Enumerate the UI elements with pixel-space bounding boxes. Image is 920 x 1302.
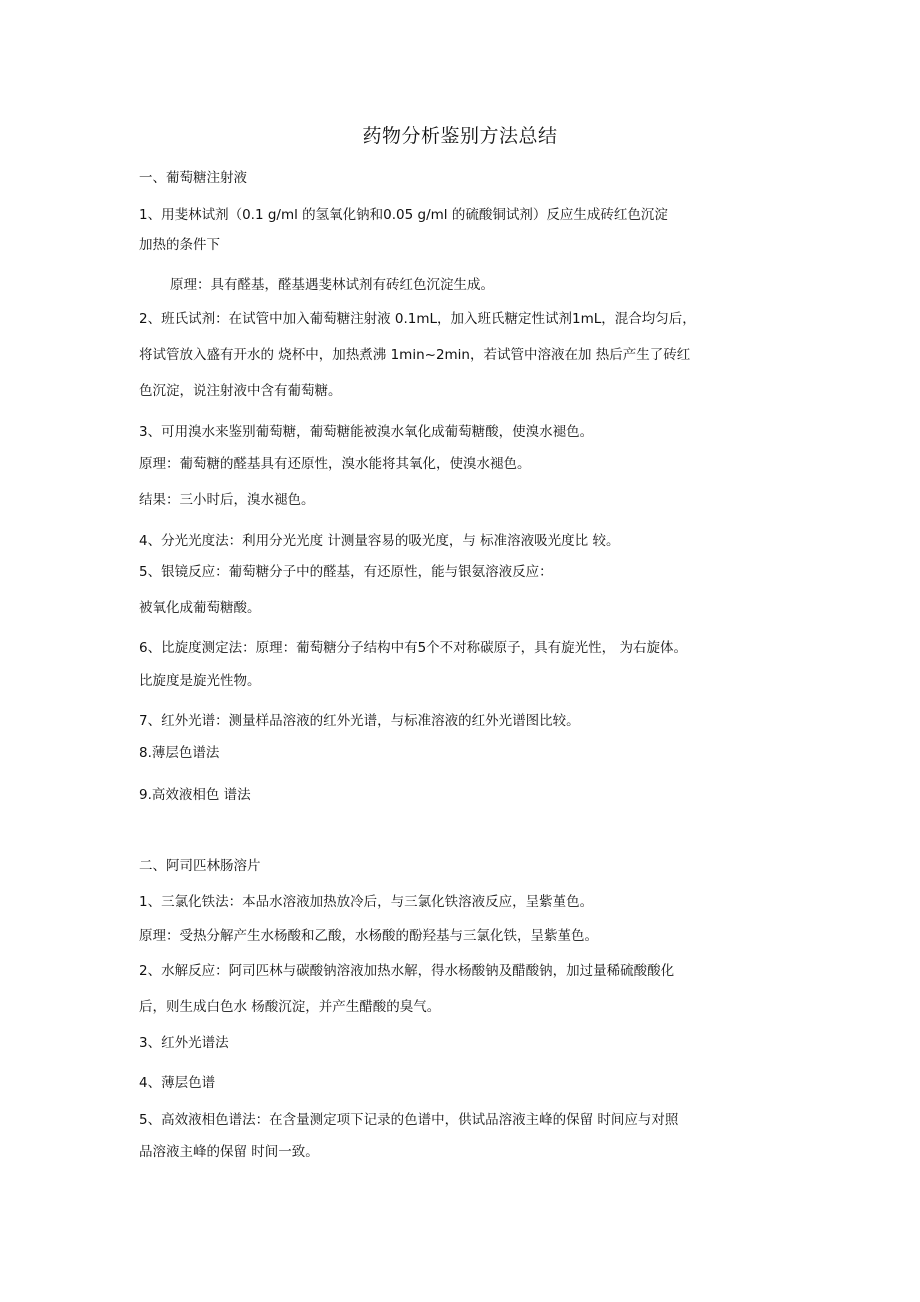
paragraph-line: 色沉淀，说注射液中含有葡萄糖。 <box>139 383 342 399</box>
paragraph-line: 加热的条件下 <box>139 237 220 253</box>
paragraph-line: 9.高效液相色 谱法 <box>139 787 251 803</box>
paragraph-line: 8.薄层色谱法 <box>139 745 220 761</box>
paragraph-line: 1、三氯化铁法：本品水溶液加热放冷后，与三氯化铁溶液反应，呈紫堇色。 <box>139 894 594 910</box>
paragraph-line: 6、比旋度测定法：原理：葡萄糖分子结构中有5个不对称碳原子，具有旋光性， 为右旋体。 <box>139 640 687 656</box>
paragraph-line: 3、可用溴水来鉴别葡萄糖，葡萄糖能被溴水氧化成葡萄糖酸，使溴水褪色。 <box>139 424 594 440</box>
paragraph-line: 品溶液主峰的保留 时间一致。 <box>139 1144 319 1160</box>
paragraph-line: 5、银镜反应：葡萄糖分子中的醛基，有还原性，能与银氨溶液反应： <box>139 564 553 580</box>
paragraph-line: 2、水解反应：阿司匹林与碳酸钠溶液加热水解，得水杨酸钠及醋酸钠，加过量稀硫酸酸化 <box>139 963 675 979</box>
paragraph-line: 4、分光光度法：利用分光光度 计测量容易的吸光度，与 标准溶液吸光度比 较。 <box>139 533 620 549</box>
paragraph-line: 4、薄层色谱 <box>139 1075 216 1091</box>
paragraph-line: 1、用斐林试剂（0.1 g/ml 的氢氧化钠和0.05 g/ml 的硫酸铜试剂）反应生成砖红色沉淀 <box>139 207 668 223</box>
section-heading-aspirin: 二、阿司匹林肠溶片 <box>139 858 261 874</box>
paragraph-line: 5、高效液相色谱法：在含量测定项下记录的色谱中，供试品溶液主峰的保留 时间应与对照 <box>139 1112 679 1128</box>
document-title: 药物分析鉴别方法总结 <box>362 125 558 147</box>
paragraph-line: 将试管放入盛有开水的 烧杯中，加热煮沸 1min~2min，若试管中溶液在加 热后产生了砖红 <box>139 347 691 363</box>
paragraph-line: 3、红外光谱法 <box>139 1035 229 1051</box>
principle-line: 原理：受热分解产生水杨酸和乙酸，水杨酸的酚羟基与三氯化铁，呈紫堇色。 <box>139 928 598 944</box>
section-heading-glucose: 一、葡萄糖注射液 <box>139 170 247 186</box>
result-line: 结果：三小时后，溴水褪色。 <box>139 492 315 508</box>
principle-line: 原理：具有醛基，醛基遇斐林试剂有砖红色沉淀生成。 <box>170 277 494 293</box>
paragraph-line: 7、红外光谱：测量样品溶液的红外光谱，与标准溶液的红外光谱图比较。 <box>139 713 580 729</box>
paragraph-line: 2、班氏试剂：在试管中加入葡萄糖注射液 0.1mL，加入班氏糖定性试剂1mL，混合均匀后， <box>139 311 696 327</box>
paragraph-line: 后，则生成白色水 杨酸沉淀，并产生醋酸的臭气。 <box>139 999 441 1015</box>
paragraph-line: 被氧化成葡萄糖酸。 <box>139 600 261 616</box>
principle-line: 原理：葡萄糖的醛基具有还原性，溴水能将其氧化，使溴水褪色。 <box>139 456 531 472</box>
paragraph-line: 比旋度是旋光性物。 <box>139 673 261 689</box>
